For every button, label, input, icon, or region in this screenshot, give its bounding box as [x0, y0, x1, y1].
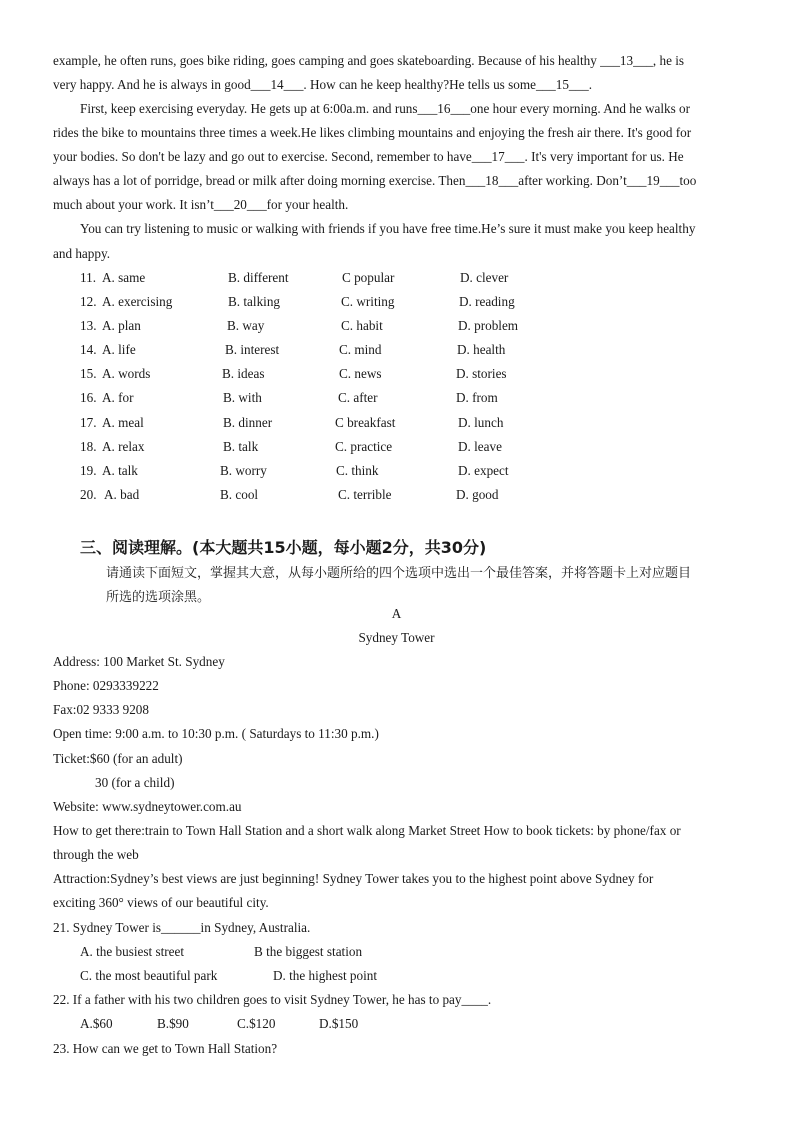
option-b: B. dinner [223, 415, 273, 430]
option-a: A.$60 [80, 1016, 113, 1031]
question-22-options-row [80, 1015, 580, 1033]
passage-line: always has a lot of porridge, bread or milk after doing morning exercise. Then___18___after working. Don’t___19___too [53, 173, 697, 188]
option-d: D. lunch [458, 415, 504, 430]
info-website: Website: www.sydneytower.com.au [53, 799, 242, 814]
option-d: D. from [456, 390, 498, 405]
option-d: D. stories [456, 366, 507, 381]
option-d: D. the highest point [273, 968, 378, 983]
option-c: C. think [336, 463, 379, 478]
section-instruction: 所选的选项涂黑。 [106, 590, 211, 605]
option-c: C. practice [335, 439, 393, 454]
option-row [80, 462, 600, 480]
option-a: A. life [102, 342, 136, 357]
info-ticket-child: 30 (for a child) [95, 775, 175, 790]
info-open-time: Open time: 9:00 a.m. to 10:30 p.m. ( Saturdays to 11:30 p.m.) [53, 726, 379, 741]
option-b: B. worry [220, 463, 267, 478]
option-a: A. bad [104, 487, 140, 502]
option-num: 13. [80, 318, 97, 333]
option-a: A. relax [102, 439, 145, 454]
question-21-options-row [80, 943, 580, 961]
option-d: D.$150 [319, 1016, 359, 1031]
option-row [80, 293, 600, 311]
passage-line: much about your work. It isn’t___20___for your health. [53, 197, 349, 212]
option-d: D. leave [458, 439, 502, 454]
option-num: 20. [80, 487, 97, 502]
option-a: A. talk [102, 463, 138, 478]
option-b: B. way [227, 318, 265, 333]
option-d: D. clever [460, 270, 509, 285]
option-b: B. talking [228, 294, 281, 309]
option-num: 16. [80, 390, 97, 405]
option-b: B. talk [223, 439, 259, 454]
option-a: A. for [102, 390, 134, 405]
option-c: C. the most beautiful park [80, 968, 218, 983]
option-a: A. the busiest street [80, 944, 185, 959]
option-c: C. habit [341, 318, 383, 333]
option-num: 17. [80, 415, 97, 430]
passage-line: very happy. And he is always in good___14___. How can he keep healthy?He tells us some___15___. [53, 77, 592, 92]
option-d: D. expect [458, 463, 509, 478]
option-c: C.$120 [237, 1016, 276, 1031]
option-d: D. reading [459, 294, 515, 309]
option-num: 12. [80, 294, 97, 309]
passage-line: First, keep exercising everyday. He gets up at 6:00a.m. and runs___16___one hour every morning. And he walks or [80, 101, 691, 116]
passage-line: rides the bike to mountains three times a week.He likes climbing mountains and enjoying the fresh air there. It's good for [53, 125, 692, 140]
option-row [80, 438, 600, 456]
option-a: A. meal [102, 415, 144, 430]
option-b: B. ideas [222, 366, 265, 381]
info-how-to-get: How to get there:train to Town Hall Station and a short walk along Market Street How to book tickets: by phone/fax or [53, 823, 681, 838]
option-b: B. with [223, 390, 262, 405]
question-21: 21. Sydney Tower is______in Sydney, Australia. [53, 920, 311, 935]
option-row [80, 389, 600, 407]
option-a: A. exercising [102, 294, 173, 309]
info-attraction: Attraction:Sydney’s best views are just beginning! Sydney Tower takes you to the highest point above Sydney for [53, 871, 654, 886]
info-fax: Fax:02 9333 9208 [53, 702, 149, 717]
passage-line: You can try listening to music or walking with friends if you have free time.He’s sure it must make you keep healthy [80, 221, 696, 236]
passage-title: Sydney Tower [358, 630, 435, 645]
option-row [80, 365, 600, 383]
passage-line: and happy. [53, 246, 111, 261]
option-d: D. problem [458, 318, 519, 333]
option-row [80, 269, 600, 287]
question-23: 23. How can we get to Town Hall Station? [53, 1041, 278, 1056]
option-a: A. plan [102, 318, 141, 333]
option-c: C popular [342, 270, 395, 285]
option-c: C. terrible [338, 487, 392, 502]
option-a: A. same [102, 270, 146, 285]
option-b: B. different [228, 270, 289, 285]
option-b: B.$90 [157, 1016, 189, 1031]
section-heading: 三、阅读理解。(本大题共15小题，每小题2分，共30分) [80, 538, 487, 557]
option-num: 11. [80, 270, 96, 285]
option-row [80, 414, 600, 432]
info-phone: Phone: 0293339222 [53, 678, 159, 693]
option-num: 19. [80, 463, 97, 478]
option-c: C. writing [341, 294, 395, 309]
info-how-to-get: through the web [53, 847, 139, 862]
passage-line: example, he often runs, goes bike riding, goes camping and goes skateboarding. Because of his healthy ___13___, he is [53, 53, 685, 68]
option-a: A. words [102, 366, 151, 381]
info-address: Address: 100 Market St. Sydney [53, 654, 225, 669]
option-c: C. news [339, 366, 382, 381]
option-b: B the biggest station [254, 944, 363, 959]
question-21-options-row [80, 967, 580, 985]
option-b: B. cool [220, 487, 259, 502]
option-b: B. interest [225, 342, 280, 357]
info-attraction: exciting 360° views of our beautiful city. [53, 895, 269, 910]
option-d: D. health [457, 342, 506, 357]
option-num: 15. [80, 366, 97, 381]
option-c: C. after [338, 390, 378, 405]
option-row [80, 317, 600, 335]
question-22: 22. If a father with his two children goes to visit Sydney Tower, he has to pay____. [53, 992, 492, 1007]
option-num: 14. [80, 342, 97, 357]
option-row [80, 341, 600, 359]
info-ticket-adult: Ticket:$60 (for an adult) [53, 751, 183, 766]
option-c: C breakfast [335, 415, 396, 430]
option-d: D. good [456, 487, 499, 502]
section-instruction: 请通读下面短文，掌握其大意，从每小题所给的四个选项中选出一个最佳答案，并将答题卡上对应题目 [106, 566, 692, 581]
option-row [80, 486, 600, 504]
option-num: 18. [80, 439, 97, 454]
passage-label: A [391, 606, 402, 621]
option-c: C. mind [339, 342, 382, 357]
passage-line: your bodies. So don't be lazy and go out to exercise. Second, remember to have___17___. It's very important for us. He [53, 149, 684, 164]
